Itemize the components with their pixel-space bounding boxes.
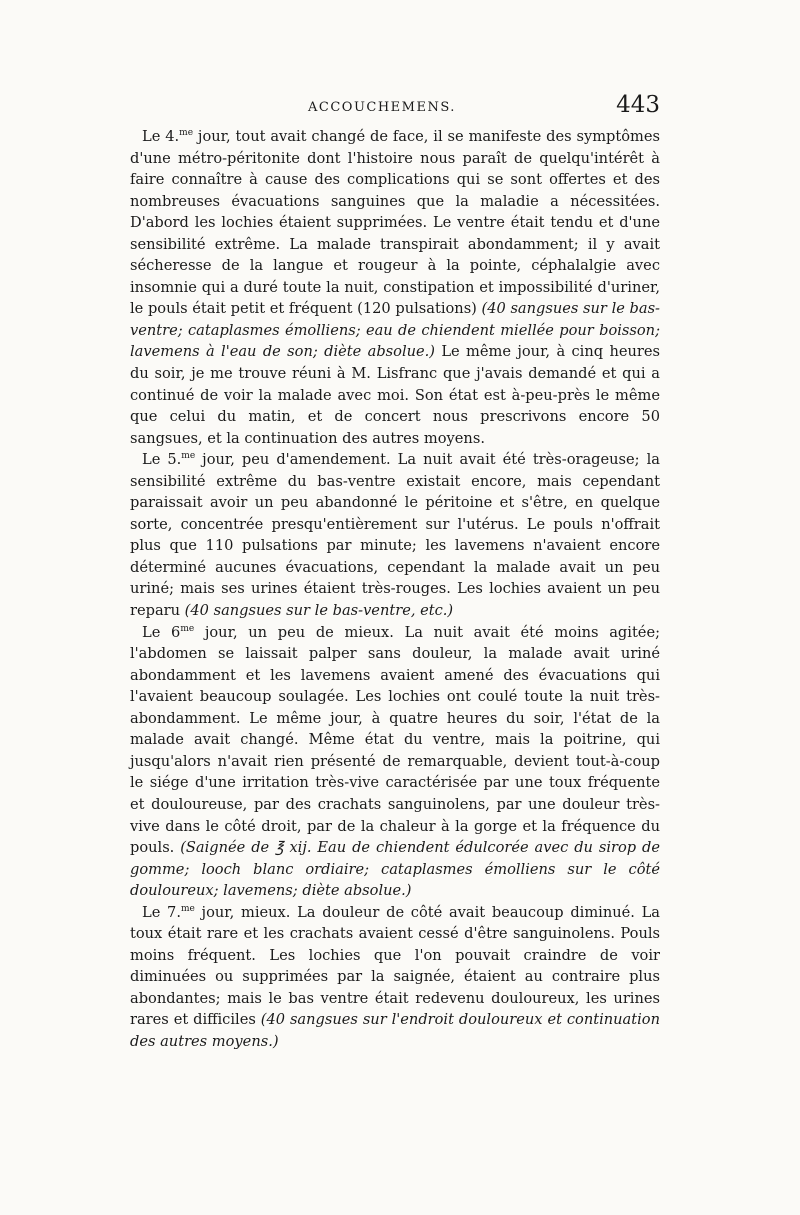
paragraph-text: Le 4. <box>142 128 180 145</box>
paragraph <box>130 126 660 449</box>
paragraph-text: jour, peu d'amendement. La nuit avait été très-orageuse; la sensibilité extrême du bas-ventre existait encore, mais cependant paraissait avoir un peu abandonné le péritoine et s'être, en quelque sorte, concentrée presqu'entièrement sur l'utérus. Le pouls n'offrait plus que 110 pulsations par minute; les lavemens n'avaient encore déterminé aucunes évacuations, cependant la malade avait un peu uriné; mais ses urines étaient très-rouges. Les lochies avaient un peu reparu <box>130 451 660 620</box>
paragraph <box>130 449 660 621</box>
paragraph-text: Le 6 <box>142 623 181 641</box>
paragraph-text: Le 5. <box>142 451 182 469</box>
ordinal-suffix: me <box>179 128 194 139</box>
running-title: ACCOUCHEMENS. <box>308 100 456 115</box>
prescription-text: (40 sangsues sur l'endroit douloureux et continuation des autres moyens.) <box>130 1011 660 1050</box>
ordinal-suffix: me <box>180 903 195 914</box>
paragraph <box>130 902 660 1053</box>
paragraph-text: jour, un peu de mieux. La nuit avait été moins agitée; l'abdomen se laissait palper sans douleur, la malade avait uriné abondamment et les lavemens avaient amené des évacuations qui l'avaient beaucoup soulagée. Les lochies ont coulé toute la nuit très-abondamment. Le même jour, à quatre heures du soir, l'état de la malade avait changé. Même état du ventre, mais la poitrine, qui jusqu'alors n'avait rien présenté de remarquable, devient tout-à-coup le siége d'une irritation très-vive caractérisée par une toux fréquente et douloureuse, par des crachats sanguinolens, par une douleur très-vive dans le côté droit, par de la chaleur à la gorge et la fréquence du pouls. <box>130 623 660 857</box>
paragraph-text: jour, mieux. La douleur de côté avait beaucoup diminué. La toux était rare et les crachats avaient cessé d'être sanguinolens. Pouls moins fréquent. Les lochies que l'on pouvait craindre de voir diminuées ou supprimées par la saignée, étaient au contraire plus abondantes; mais le bas ventre était redevenu douloureux, les urines rares et difficiles <box>130 903 661 1029</box>
prescription-text: (40 sangsues sur le bas-ventre; cataplasmes émolliens; eau de chiendent miellée pour boisson; lavemens à l'eau de son; diète absolue.) <box>130 300 660 361</box>
paragraph-text: Le même jour, à cinq heures du soir, je me trouve réuni à M. Lisfranc que j'avais demandé et qui a continué de voir la malade avec moi. Son état est à-peu-près le même que celui du matin, et de concert nous prescrivons encore 50 sangsues, et la continuation des autres moyens. <box>130 343 660 447</box>
book-page <box>130 92 660 1053</box>
paragraph-text: jour, tout avait changé de face, il se manifeste des symptômes d'une métro-péritonite dont l'histoire nous paraît de quelqu'intérêt à faire connaître à cause des complications qui se sont offertes et des nombreuses évacuations sanguines que la maladie a nécessitées. D'abord les lochies étaient supprimées. Le ventre était tendu et d'une sensibilité extrême. La malade transpirait abondamment; il y avait sécheresse de la langue et rougeur à la pointe, céphalalgie avec insomnie qui a duré toute la nuit, constipation et impossibilité d'uriner, le pouls était petit et fréquent (120 pulsations) <box>130 128 660 318</box>
body-text <box>130 126 660 1053</box>
page-header <box>130 92 660 122</box>
prescription-text: (Saignée de ℥ xij. Eau de chiendent édulcorée avec du sirop de gomme; looch blanc ordiaire; cataplasmes émolliens sur le côté douloureux; lavemens; diète absolue.) <box>130 839 660 900</box>
page-number: 443 <box>616 92 660 118</box>
paragraph <box>130 622 660 902</box>
ordinal-suffix: me <box>180 623 195 634</box>
paragraph-text: Le 7. <box>142 903 181 921</box>
prescription-text: (40 sangsues sur le bas-ventre, etc.) <box>184 602 454 620</box>
ordinal-suffix: me <box>181 451 196 462</box>
